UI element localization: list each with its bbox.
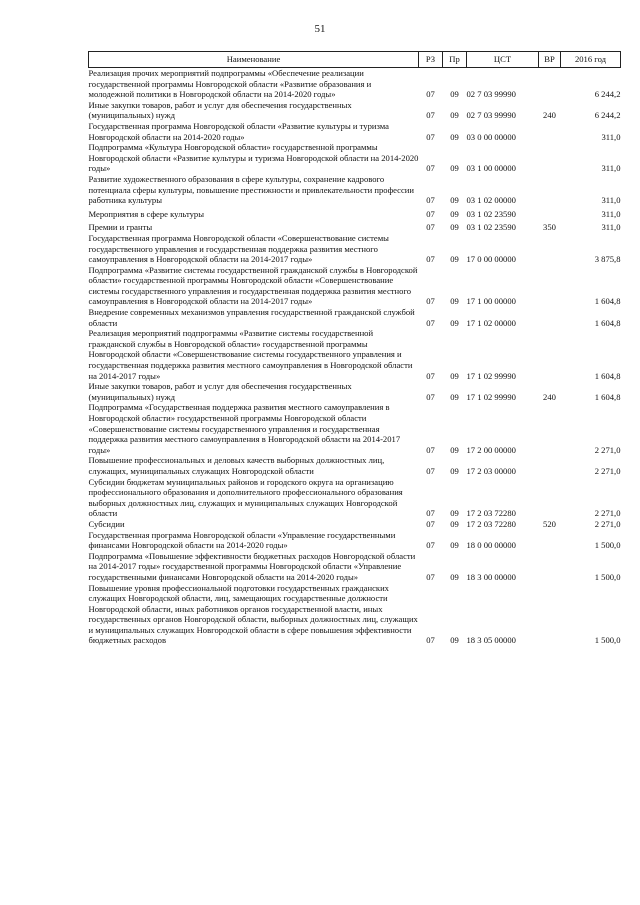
row-csr: 17 0 00 00000 — [466, 254, 516, 265]
row-amount: 311,0 — [601, 208, 621, 219]
row-name: Субсидии — [88, 518, 125, 529]
table-row — [89, 402, 621, 455]
row-rz: 07 — [426, 110, 435, 121]
row-pr: 09 — [450, 254, 459, 265]
row-pr: 09 — [450, 296, 459, 307]
row-pr: 09 — [450, 508, 459, 519]
row-csr: 17 2 03 72280 — [466, 518, 516, 529]
table-row — [89, 121, 621, 142]
row-amount: 2 271,0 — [594, 518, 621, 529]
row-pr: 09 — [450, 110, 459, 121]
row-vr: 350 — [543, 222, 556, 233]
header-rz: РЗ — [419, 52, 443, 68]
table-row — [89, 530, 621, 551]
row-csr: 17 2 00 00000 — [466, 444, 516, 455]
table-row — [89, 455, 621, 476]
budget-table — [88, 51, 621, 646]
row-csr: 03 1 00 00000 — [466, 163, 516, 174]
row-pr: 09 — [450, 370, 459, 381]
table-row — [89, 381, 621, 402]
table-row — [89, 551, 621, 583]
table-row — [89, 519, 621, 530]
row-pr: 09 — [450, 222, 459, 233]
table-row — [89, 206, 621, 220]
row-name: Реализация мероприятий подпрограммы «Развитие системы государственной гражданской службы в Новгородской области» государственной программы Новгородской области «Совершенствование системы государственного управления и государственная поддержка развития местного самоуправления в Новгородской области на 2014-2017 годы» — [88, 328, 413, 381]
row-rz: 07 — [426, 540, 435, 551]
row-name: Развитие художественного образования в сфере культуры, сохранение кадрового потенциала сферы культуры, повышение престижности и привлекательности профессии работника культуры — [88, 173, 414, 206]
table-header — [89, 52, 621, 68]
row-amount: 311,0 — [601, 163, 621, 174]
row-rz: 07 — [426, 131, 435, 142]
row-amount: 6 244,2 — [594, 89, 621, 100]
table-row — [89, 174, 621, 206]
row-amount: 2 271,0 — [594, 508, 621, 519]
row-name: Подпрограмма «Повышение эффективности бюджетных расходов Новгородской области на 2014-2017 годы» государственной программы Новгородской области «Управление государственными финансами Новгородской области на 2014-2020 годы» — [88, 550, 416, 582]
row-amount: 1 500,0 — [594, 635, 621, 646]
row-amount: 311,0 — [601, 131, 621, 142]
row-pr: 09 — [450, 518, 459, 529]
row-pr: 09 — [450, 163, 459, 174]
row-vr — [539, 206, 561, 220]
row-pr: 09 — [450, 571, 459, 582]
row-vr — [539, 68, 561, 100]
row-vr — [539, 174, 561, 206]
table-row — [89, 233, 621, 265]
row-amount: 1 604,8 — [594, 391, 621, 402]
row-amount: 311,0 — [601, 195, 621, 206]
row-rz: 07 — [426, 508, 435, 519]
row-name: Подпрограмма «Государственная поддержка развития местного самоуправления в Новгородской области» государственной программы Новгородской области «Совершенствование системы государственного управления и государственная поддержка развития местного самоуправления в Новгородской области на 2014-2017 годы» — [88, 402, 401, 455]
row-pr: 09 — [450, 131, 459, 142]
row-rz: 07 — [426, 391, 435, 402]
row-vr — [539, 455, 561, 476]
row-rz: 07 — [426, 195, 435, 206]
row-csr: 17 1 02 00000 — [466, 317, 516, 328]
row-vr — [539, 477, 561, 519]
table-row — [89, 477, 621, 519]
row-rz: 07 — [426, 89, 435, 100]
row-pr: 09 — [450, 208, 459, 219]
row-pr: 09 — [450, 540, 459, 551]
row-amount: 1 500,0 — [594, 571, 621, 582]
row-name: Подпрограмма «Развитие системы государственной гражданской службы в Новгородской области» государственной программы Новгородской области «Совершенствование системы государственного управления и государственная поддержка развития местного самоуправления в Новгородской области на 2014-2017 годы» — [88, 264, 418, 307]
row-pr: 09 — [450, 317, 459, 328]
row-csr: 03 1 02 00000 — [466, 195, 516, 206]
row-pr: 09 — [450, 635, 459, 646]
row-amount: 3 875,8 — [594, 254, 621, 265]
row-csr: 18 3 00 00000 — [466, 571, 516, 582]
row-csr: 18 3 05 00000 — [466, 635, 516, 646]
row-csr: 03 0 00 00000 — [466, 131, 516, 142]
row-name: Государственная программа Новгородской области «Совершенствование системы государственного управления и государственная поддержка развития местного самоуправления в Новгородской области на 2014-2017 годы» — [88, 232, 389, 265]
row-vr — [539, 402, 561, 455]
row-name: Иные закупки товаров, работ и услуг для обеспечения государственных (муниципальных) нужд — [88, 381, 352, 402]
row-amount: 6 244,2 — [594, 110, 621, 121]
row-vr — [539, 583, 561, 647]
row-name: Иные закупки товаров, работ и услуг для обеспечения государственных (муниципальных) нужд — [88, 99, 352, 121]
row-name: Мероприятия в сфере культуры — [88, 208, 204, 219]
row-name: Реализация прочих мероприятий подпрограммы «Обеспечение реализации государственной программы Новгородской области «Развитие образования и молодежной политики в Новгородской области на 2014-2020 годы» — [88, 68, 372, 100]
row-name: Государственная программа Новгородской области «Управление государственными финансами Новгородской области на 2014-2020 годы» — [88, 529, 396, 551]
row-amount: 1 604,8 — [594, 370, 621, 381]
row-csr: 18 0 00 00000 — [466, 540, 516, 551]
row-csr: 17 2 03 72280 — [466, 508, 516, 519]
table-body — [89, 68, 621, 647]
row-vr: 520 — [543, 518, 556, 529]
table-row — [89, 307, 621, 328]
row-vr — [539, 233, 561, 265]
row-name: Премии и гранты — [88, 222, 153, 233]
header-csr: ЦСТ — [467, 52, 539, 68]
row-amount: 2 271,0 — [594, 465, 621, 476]
row-vr — [539, 328, 561, 381]
row-vr — [539, 121, 561, 142]
table-row — [89, 328, 621, 381]
row-pr: 09 — [450, 195, 459, 206]
row-pr: 09 — [450, 465, 459, 476]
row-csr: 03 1 02 23590 — [466, 222, 516, 233]
row-rz: 07 — [426, 208, 435, 219]
row-csr: 17 1 02 99990 — [466, 391, 516, 402]
row-vr: 240 — [543, 391, 556, 402]
row-csr: 17 2 03 00000 — [466, 465, 516, 476]
row-rz: 07 — [426, 370, 435, 381]
header-year: 2016 год — [561, 52, 621, 68]
row-csr: 17 1 00 00000 — [466, 296, 516, 307]
row-vr: 240 — [543, 110, 556, 121]
row-rz: 07 — [426, 254, 435, 265]
row-name: Внедрение современных механизмов управления государственной гражданской службой области — [88, 307, 415, 328]
row-amount: 1 500,0 — [594, 540, 621, 551]
header-vr: ВР — [539, 52, 561, 68]
row-pr: 09 — [450, 89, 459, 100]
row-csr: 02 7 03 99990 — [466, 89, 516, 100]
row-rz: 07 — [426, 518, 435, 529]
row-rz: 07 — [426, 296, 435, 307]
table-row — [89, 265, 621, 307]
row-name: Повышение уровня профессиональной подготовки государственных гражданских служащих Новгородской области, лиц, замещающих государственные должности Новгородской области, иных работников органов государственной власти, иных государственных органов Новгородской области, выборных должностных лиц, служащих и муниципальных служащих Новгородской области в сфере повышения эффективности бюджетных расходов — [88, 582, 418, 646]
row-amount: 311,0 — [601, 222, 621, 233]
row-name: Государственная программа Новгородской области «Развитие культуры и туризма Новгородской области на 2014-2020 годы» — [88, 120, 389, 142]
table-row — [89, 219, 621, 233]
row-pr: 09 — [450, 444, 459, 455]
row-name: Повышение профессиональных и деловых качеств выборных должностных лиц, служащих, муниципальных служащих Новгородской области — [88, 455, 385, 476]
table-row — [89, 100, 621, 121]
row-amount: 1 604,8 — [594, 317, 621, 328]
header-name: Наименование — [89, 52, 419, 68]
row-rz: 07 — [426, 465, 435, 476]
row-name: Субсидии бюджетам муниципальных районов и городского округа на организацию профессионального образования и дополнительного профессионального образования выборных должностных лиц, служащих и муниципальных служащих Новгородской области — [88, 476, 403, 519]
row-csr: 03 1 02 23590 — [466, 208, 516, 219]
row-vr — [539, 265, 561, 307]
row-rz: 07 — [426, 163, 435, 174]
row-vr — [539, 551, 561, 583]
row-pr: 09 — [450, 391, 459, 402]
table-row — [89, 68, 621, 100]
row-amount: 1 604,8 — [594, 296, 621, 307]
row-rz: 07 — [426, 571, 435, 582]
row-amount: 2 271,0 — [594, 444, 621, 455]
row-name: Подпрограмма «Культура Новгородской области» государственной программы Новгородской области «Развитие культуры и туризма Новгородской области на 2014-2020 годы» — [88, 142, 419, 174]
row-vr — [539, 142, 561, 174]
row-rz: 07 — [426, 635, 435, 646]
row-vr — [539, 530, 561, 551]
table-row — [89, 142, 621, 174]
header-row — [89, 52, 621, 68]
row-rz: 07 — [426, 317, 435, 328]
row-csr: 02 7 03 99990 — [466, 110, 516, 121]
table-row — [89, 583, 621, 647]
header-pr: Пр — [443, 52, 467, 68]
row-vr — [539, 307, 561, 328]
page-number: 51 — [314, 23, 326, 35]
row-rz: 07 — [426, 222, 435, 233]
row-csr: 17 1 02 99990 — [466, 370, 516, 381]
row-rz: 07 — [426, 444, 435, 455]
